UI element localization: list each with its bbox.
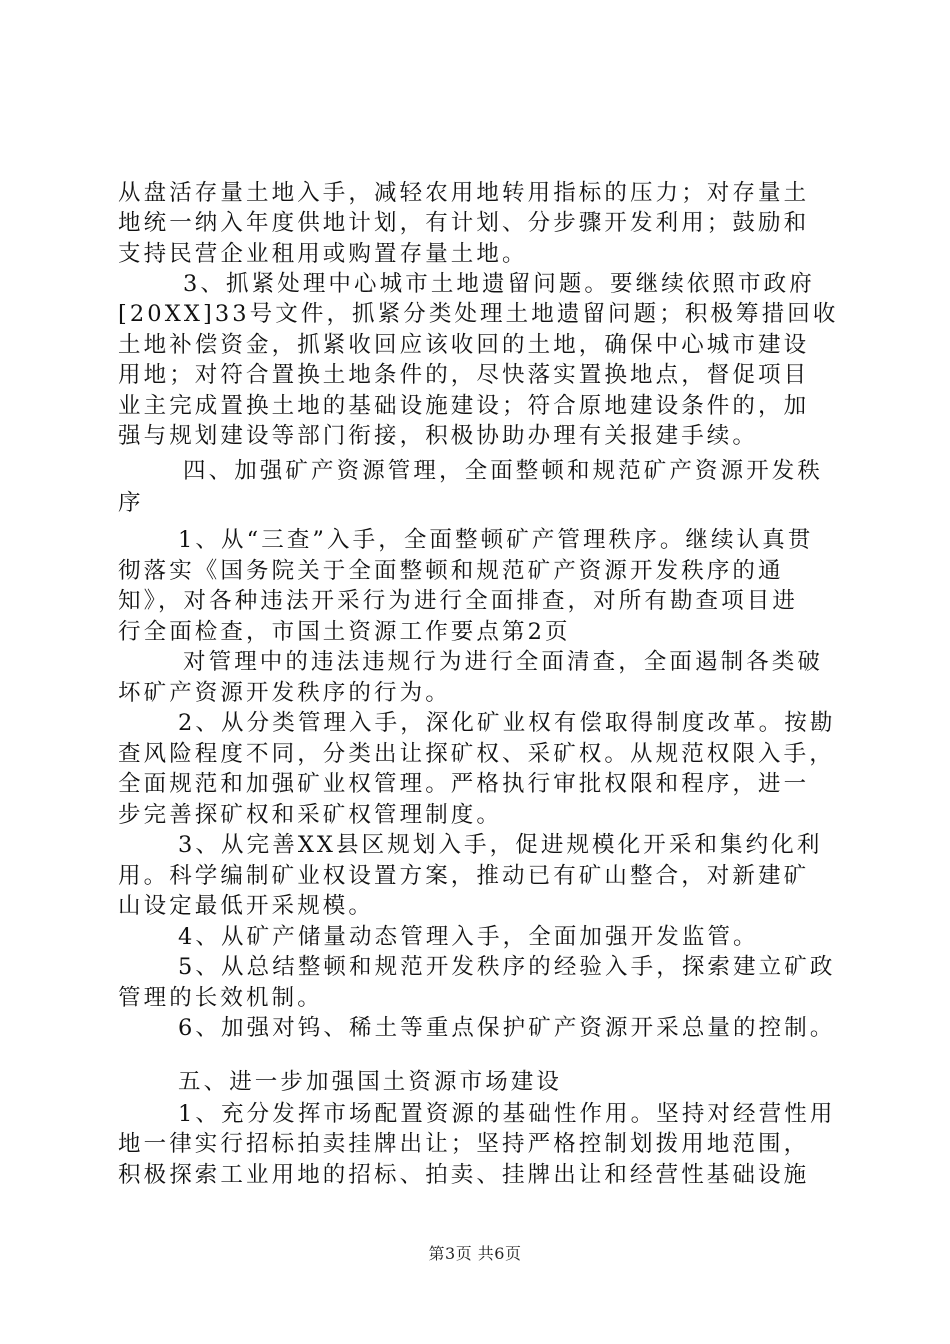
body-text-line: 全面规范和加强矿业权管理。严格执行审批权限和程序，进一 — [118, 771, 810, 797]
body-text-line: [20XX]33号文件，抓紧分类处理土地遗留问题；积极筹措回收 — [118, 301, 839, 327]
body-text-line: 业主完成置换土地的基础设施建设；符合原地建设条件的，加 — [118, 393, 810, 419]
body-text-line: 1、从“三查”入手，全面整顿矿产管理秩序。继续认真贯 — [178, 527, 814, 553]
body-text-line: 强与规划建设等部门衔接，积极协助办理有关报建手续。 — [118, 423, 759, 449]
body-text-line: 积极探索工业用地的招标、拍卖、挂牌出让和经营性基础设施 — [118, 1162, 810, 1188]
body-text-line: 支持民营企业租用或购置存量土地。 — [118, 241, 528, 267]
body-text-line: 2、从分类管理入手，深化矿业权有偿取得制度改革。按勘 — [178, 710, 836, 736]
body-text-line: 5、从总结整顿和规范开发秩序的经验入手，探索建立矿政 — [178, 954, 836, 980]
body-text-line: 土地补偿资金，抓紧收回应该收回的土地，确保中心城市建设 — [118, 332, 810, 358]
body-text-line: 山设定最低开采规模。 — [118, 893, 375, 919]
section-heading: 五、进一步加强国土资源市场建设 — [178, 1069, 563, 1095]
body-text-line: 6、加强对钨、稀土等重点保护矿产资源开采总量的控制。 — [178, 1015, 836, 1041]
body-text-line: 用地；对符合置换土地条件的，尽快落实置换地点，督促项目 — [118, 362, 810, 388]
body-text-line: 地统一纳入年度供地计划，有计划、分步骤开发利用；鼓励和 — [118, 210, 810, 236]
body-text-line: 管理的长效机制。 — [118, 985, 323, 1011]
body-text-line: 对管理中的违法违规行为进行全面清查，全面遏制各类破 — [183, 649, 824, 675]
section-heading: 序 — [118, 490, 144, 516]
body-text-line: 查风险程度不同，分类出让探矿权、采矿权。从规范权限入手， — [118, 741, 835, 767]
body-text-line: 坏矿产资源开发秩序的行为。 — [118, 680, 451, 706]
body-text-line: 1、充分发挥市场配置资源的基础性作用。坚持对经营性用 — [178, 1101, 836, 1127]
body-text-line: 行全面检查，市国土资源工作要点第2页 — [118, 619, 571, 645]
body-text-line: 彻落实《国务院关于全面整顿和规范矿产资源开发秩序的通 — [118, 558, 784, 584]
section-heading: 四、加强矿产资源管理，全面整顿和规范矿产资源开发秩 — [183, 458, 824, 484]
page-footer: 第3页 共6页 — [428, 1244, 522, 1263]
body-text-line: 3、抓紧处理中心城市土地遗留问题。要继续依照市政府 — [183, 271, 815, 297]
body-text-line: 3、从完善XX县区规划入手，促进规模化开采和集约化利 — [178, 832, 823, 858]
body-text-line: 知》，对各种违法开采行为进行全面排查，对所有勘查项目进 — [118, 588, 798, 614]
body-text-line: 地一律实行招标拍卖挂牌出让；坚持严格控制划拨用地范围， — [118, 1131, 810, 1157]
body-text-line: 4、从矿产储量动态管理入手，全面加强开发监管。 — [178, 924, 759, 950]
body-text-line: 从盘活存量土地入手，减轻农用地转用指标的压力；对存量土 — [118, 180, 810, 206]
body-text-line: 用。科学编制矿业权设置方案，推动已有矿山整合，对新建矿 — [118, 863, 810, 889]
body-text-line: 步完善探矿权和采矿权管理制度。 — [118, 802, 503, 828]
